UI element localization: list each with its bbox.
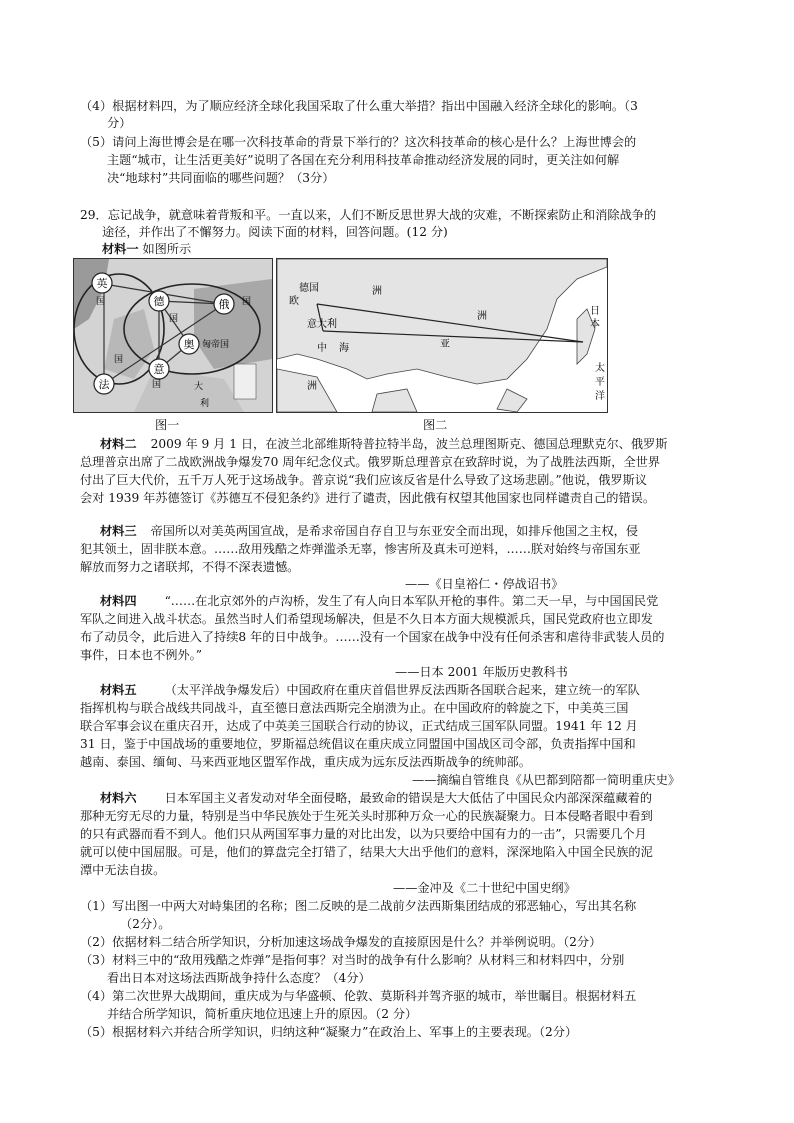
fig1-label: 大 — [194, 382, 204, 392]
fig1-label: 国 — [242, 297, 252, 307]
material6-line-1 — [100, 791, 652, 806]
fig2-label: 洲 — [307, 381, 317, 392]
material5-line-2: 指挥机构与联合战线共同战斗，直至德日意法西斯完全崩溃为止。在中国政府的斡旋之下，中美英三国 — [80, 701, 629, 715]
fig2-label: 洲 — [372, 286, 382, 297]
material1-heading — [102, 242, 191, 257]
material6-source: ——金冲及《二十世纪中国史纲》 — [393, 881, 576, 895]
material6-label: 材料六 — [100, 791, 137, 805]
material5-line-4: 31 日，鉴于中国战场的重要地位，罗斯福总统倡议在重庆成立同盟国中国战区司令部，负责指挥中国和 — [80, 737, 636, 751]
q5-line-2: 主题“城市，让生活更美好”说明了各国在充分利用科技革命推动经济发展的同时，更关注如何解 — [107, 153, 620, 167]
fig2-label: 本 — [590, 319, 600, 330]
fig1-circle-germany — [149, 291, 169, 311]
svg-text:意: 意 — [153, 363, 165, 376]
figure-1-drawing — [74, 259, 272, 412]
material2-text: 2009 年 9 月 1 日，在波兰北部维斯特普拉特半岛，波兰总理图斯克、德国总理默克尔、俄罗斯 — [150, 437, 668, 451]
fig2-label: 太 — [595, 363, 605, 374]
material5-line-1 — [100, 683, 640, 698]
fig2-label: 日 — [590, 306, 600, 317]
fig2-label: 亚 — [440, 339, 450, 350]
material5-line-5: 越南、泰国、缅甸、马来西亚地区盟军作战，重庆成为远东反法西斯战争的统帅部。 — [80, 755, 531, 769]
material1-label: 材料一 — [102, 242, 139, 256]
material6-line-4: 就可以使中国屈服。可是，他们的算盘完全打错了，结果大大出乎他们的意料，深深地陷入中国全民族的泥 — [80, 845, 653, 859]
svg-text:俄: 俄 — [218, 298, 230, 311]
subquestion-4-line-2: 并结合所学知识，简析重庆地位迅速上升的原因。（2 分） — [107, 1007, 418, 1021]
material3-line-1 — [100, 524, 638, 539]
subquestion-3-line-1: （3）材料三中的“敌用残酷之炸弹”是指何事？对当时的战争有什么影响？从材料三和材料四中，分别 — [80, 953, 625, 967]
material5-source: ——摘编自管维良《从巴都到陪都一简明重庆史》 — [412, 773, 681, 787]
material4-text: “……在北京郊外的卢沟桥，发生了有人向日本军队开枪的事件。第二天一早，与中国国民党 — [164, 594, 659, 608]
figure-2-map — [276, 258, 608, 413]
fig2-label: 中 — [317, 343, 327, 354]
q29-intro-2: 途径，并作出了不懈努力。阅读下面的材料，回答问题。(12 分) — [102, 225, 448, 239]
material4-label: 材料四 — [100, 594, 137, 608]
svg-text:奥: 奥 — [183, 338, 195, 351]
material6-line-2: 那种无穷无尽的力量，特别是当中华民族处于生死关头时那种万众一心的民族凝聚力。日本侵略者眼中看到 — [80, 809, 653, 823]
subquestion-1-line-2: （2分）。 — [120, 917, 171, 931]
svg-text:法: 法 — [98, 378, 110, 391]
fig1-circle-italy — [149, 359, 169, 379]
fig1-label: 匈帝国 — [202, 340, 230, 350]
fig2-label: 欧 — [289, 296, 299, 307]
fig1-circle-france — [94, 374, 114, 394]
material5-label: 材料五 — [100, 683, 137, 697]
subquestion-4-line-1: （4）第二次世界大战期间，重庆成为与华盛顿、伦敦、莫斯科并驾齐驱的城市，举世瞩目。根据材料五 — [80, 989, 637, 1003]
material3-line-2: 犯其领土，固非朕本意。……敌用残酷之炸弹滥杀无辜，惨害所及真未可逆料，……朕对始终与帝国东亚 — [80, 542, 641, 556]
material5-text: （太平洋战争爆发后）中国政府在重庆首倡世界反法西斯各国联合起来，建立统一的军队 — [164, 683, 640, 697]
material4-line-2: 军队之间进入战斗状态。虽然当时人们希望现场解决，但是不久日本方面大规模派兵，国民党政府也立即发 — [80, 612, 653, 626]
material4-line-1 — [100, 594, 658, 609]
subquestion-2: （2）依据材料二结合所学知识，分析加速这场战争爆发的直接原因是什么？并举例说明。（2分） — [80, 935, 602, 949]
q4-line-1: （4）根据材料四，为了顺应经济全球化我国采取了什么重大举措？指出中国融入经济全球化的影响。（3 — [80, 99, 638, 113]
fig2-label: 海 — [339, 343, 349, 354]
material2-line-3: 付出了巨大代价，五千万人死于这场战争。普京说“我们应该反省是什么导致了这场悲剧。”他说，俄罗斯议 — [80, 473, 647, 487]
fig2-label: 洋 — [595, 391, 605, 402]
figure-2-drawing — [277, 259, 607, 412]
material1-text: 如图所示 — [142, 242, 192, 256]
material3-label: 材料三 — [100, 524, 137, 538]
fig2-label: 平 — [595, 377, 605, 388]
figure-1-caption: 图一 — [155, 418, 180, 432]
fig1-label: 国 — [96, 297, 106, 307]
svg-text:德: 德 — [153, 295, 165, 308]
svg-text:英: 英 — [96, 277, 108, 290]
fig1-circle-russia — [214, 294, 234, 314]
material4-line-3: 布了动员令，此后进入了持续8 年的日中战争。……没有一个国家在战争中没有任何杀害和虐待非武装人员的 — [80, 630, 665, 644]
q4-line-2: 分） — [107, 116, 132, 130]
figure-2-caption: 图二 — [423, 418, 448, 432]
material3-text: 帝国所以对美英两国宣战，是希求帝国自存自卫与东亚安全而出现，如排斥他国之主权，侵 — [150, 524, 639, 538]
material2-line-4: 会对 1939 年苏德签订《苏德互不侵犯条约》进行了谴责，因此俄有权望其他国家也同样谴责自己的错误。 — [80, 491, 656, 505]
material5-line-3: 联合军事会议在重庆召开，达成了中英美三国联合行动的协议，正式结成三国军队同盟。1941 年 12 月 — [80, 719, 638, 733]
q5-line-1: （5）请问上海世博会是在哪一次科技革命的背景下举行的？这次科技革命的核心是什么？上海世博会的 — [80, 135, 637, 149]
subquestion-5: （5）根据材料六并结合所学知识，归纳这种“凝聚力”在政治上、军事上的主要表现。（2分） — [80, 1025, 578, 1039]
fig1-label: 国 — [152, 380, 162, 390]
q5-line-3: 决“地球村”共同面临的哪些问题？（3分） — [107, 171, 335, 185]
fig1-circle-uk — [92, 273, 112, 293]
material2-line-1 — [100, 437, 667, 452]
material6-line-5: 潭中无法自拔。 — [80, 863, 166, 877]
fig1-label: 国 — [169, 314, 179, 324]
fig1-label: 国 — [114, 355, 124, 365]
material4-line-4: 事件，日本也不例外。” — [80, 648, 203, 662]
material6-text: 日本军国主义者发动对华全面侵略，最致命的错误是大大低估了中国民众内部深深蕴藏着的 — [164, 791, 653, 805]
subquestion-1-line-1: （1）写出图一中两大对峙集团的名称；图二反映的是二战前夕法西斯集团结成的邪恶轴心，写出其名称 — [80, 899, 637, 913]
fig2-label: 洲 — [477, 311, 487, 322]
material3-line-3: 解放而努力之诸联邦，不得不深表遗憾。 — [80, 560, 300, 574]
figure-1-map — [73, 258, 273, 413]
material6-line-3: 的只有武器而看不到人。他们只从两国军事力量的对比出发，以为只要给中国有力的一击”，只需要几个月 — [80, 827, 647, 841]
material2-label: 材料二 — [100, 437, 137, 451]
q29-intro-1: 29．忘记战争，就意味着背叛和平。一直以来，人们不断反思世界大战的灾难，不断探索防止和消除战争的 — [80, 208, 657, 222]
subquestion-3-line-2: 看出日本对这场法西斯战争持什么态度？（4分） — [107, 971, 371, 985]
fig2-label: 意大利 — [307, 319, 337, 330]
fig2-label: 德国 — [299, 283, 319, 294]
material3-source: ——《日皇裕仁・停战诏书》 — [405, 577, 564, 591]
fig1-circle-austria — [179, 334, 199, 354]
material2-line-2: 总理普京出席了二战欧洲战争爆发70 周年纪念仪式。俄罗斯总理普京在致辞时说，为了战胜法西斯，全世界 — [80, 455, 661, 469]
material4-source: ——日本 2001 年版历史教科书 — [395, 665, 568, 679]
fig1-label: 利 — [200, 399, 210, 409]
